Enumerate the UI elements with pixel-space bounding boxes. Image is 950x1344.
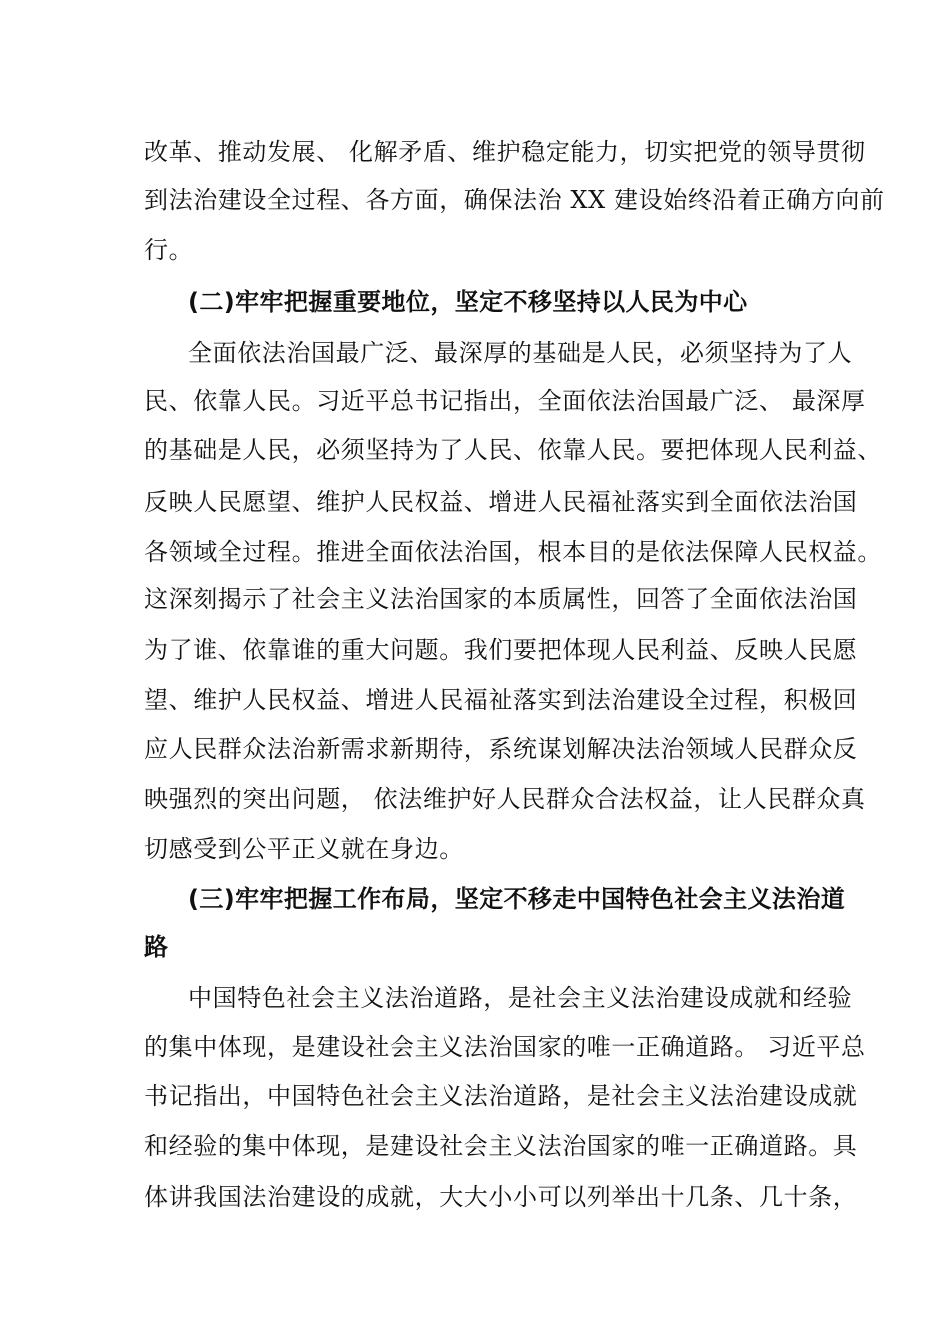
text-line: 切感受到公平正义就在身边。: [144, 835, 464, 863]
section-heading-continued: 路: [144, 933, 169, 961]
text-line: 的集中体现，是建设社会主义法治国家的唯一正确道路。 习近平总: [144, 1033, 866, 1061]
text-line: 体讲我国法治建设的成就，大大小小可以列举出十几条、几十条，: [144, 1183, 858, 1211]
text-line: 反映人民愿望、维护人民权益、增进人民福祉落实到全面依法治国: [144, 488, 858, 516]
text-line: 各领域全过程。推进全面依法治国，根本目的是依法保障人民权益。: [144, 538, 882, 566]
text-line: 行。: [144, 236, 194, 264]
text-line: 和经验的集中体现，是建设社会主义法治国家的唯一正确道路。具: [144, 1132, 858, 1160]
text-line: 民、依靠人民。习近平总书记指出，全面依法治国最广泛、 最深厚: [144, 387, 866, 415]
text-line: 应人民群众法治新需求新期待，系统谋划解决法治领域人民群众反: [144, 735, 858, 763]
section-heading: (三)牢牢把握工作布局，坚定不移走中国特色社会主义法治道: [188, 885, 846, 913]
text-line: 望、维护人民权益、增进人民福祉落实到法治建设全过程，积极回: [144, 686, 858, 714]
text-line: 为了谁、依靠谁的重大问题。我们要把体现人民利益、反映人民愿: [144, 636, 858, 664]
text-line: 到法治建设全过程、各方面，确保法治 XX 建设始终沿着正确方向前: [144, 186, 885, 214]
text-line: 改革、推动发展、 化解矛盾、维护稳定能力，切实把党的领导贯彻: [144, 138, 866, 166]
text-line: 映强烈的突出问题， 依法维护好人民群众合法权益，让人民群众真: [144, 785, 866, 813]
text-line: 中国特色社会主义法治道路，是社会主义法治建设成就和经验: [188, 984, 853, 1012]
text-line: 书记指出，中国特色社会主义法治道路，是社会主义法治建设成就: [144, 1082, 858, 1110]
text-line: 这深刻揭示了社会主义法治国家的本质属性，回答了全面依法治国: [144, 585, 858, 613]
text-line: 全面依法治国最广泛、最深厚的基础是人民，必须坚持为了人: [188, 339, 853, 367]
section-heading: (二)牢牢把握重要地位，坚定不移坚持以人民为中心: [188, 288, 748, 316]
text-line: 的基础是人民，必须坚持为了人民、依靠人民。要把体现人民利益、: [144, 436, 882, 464]
